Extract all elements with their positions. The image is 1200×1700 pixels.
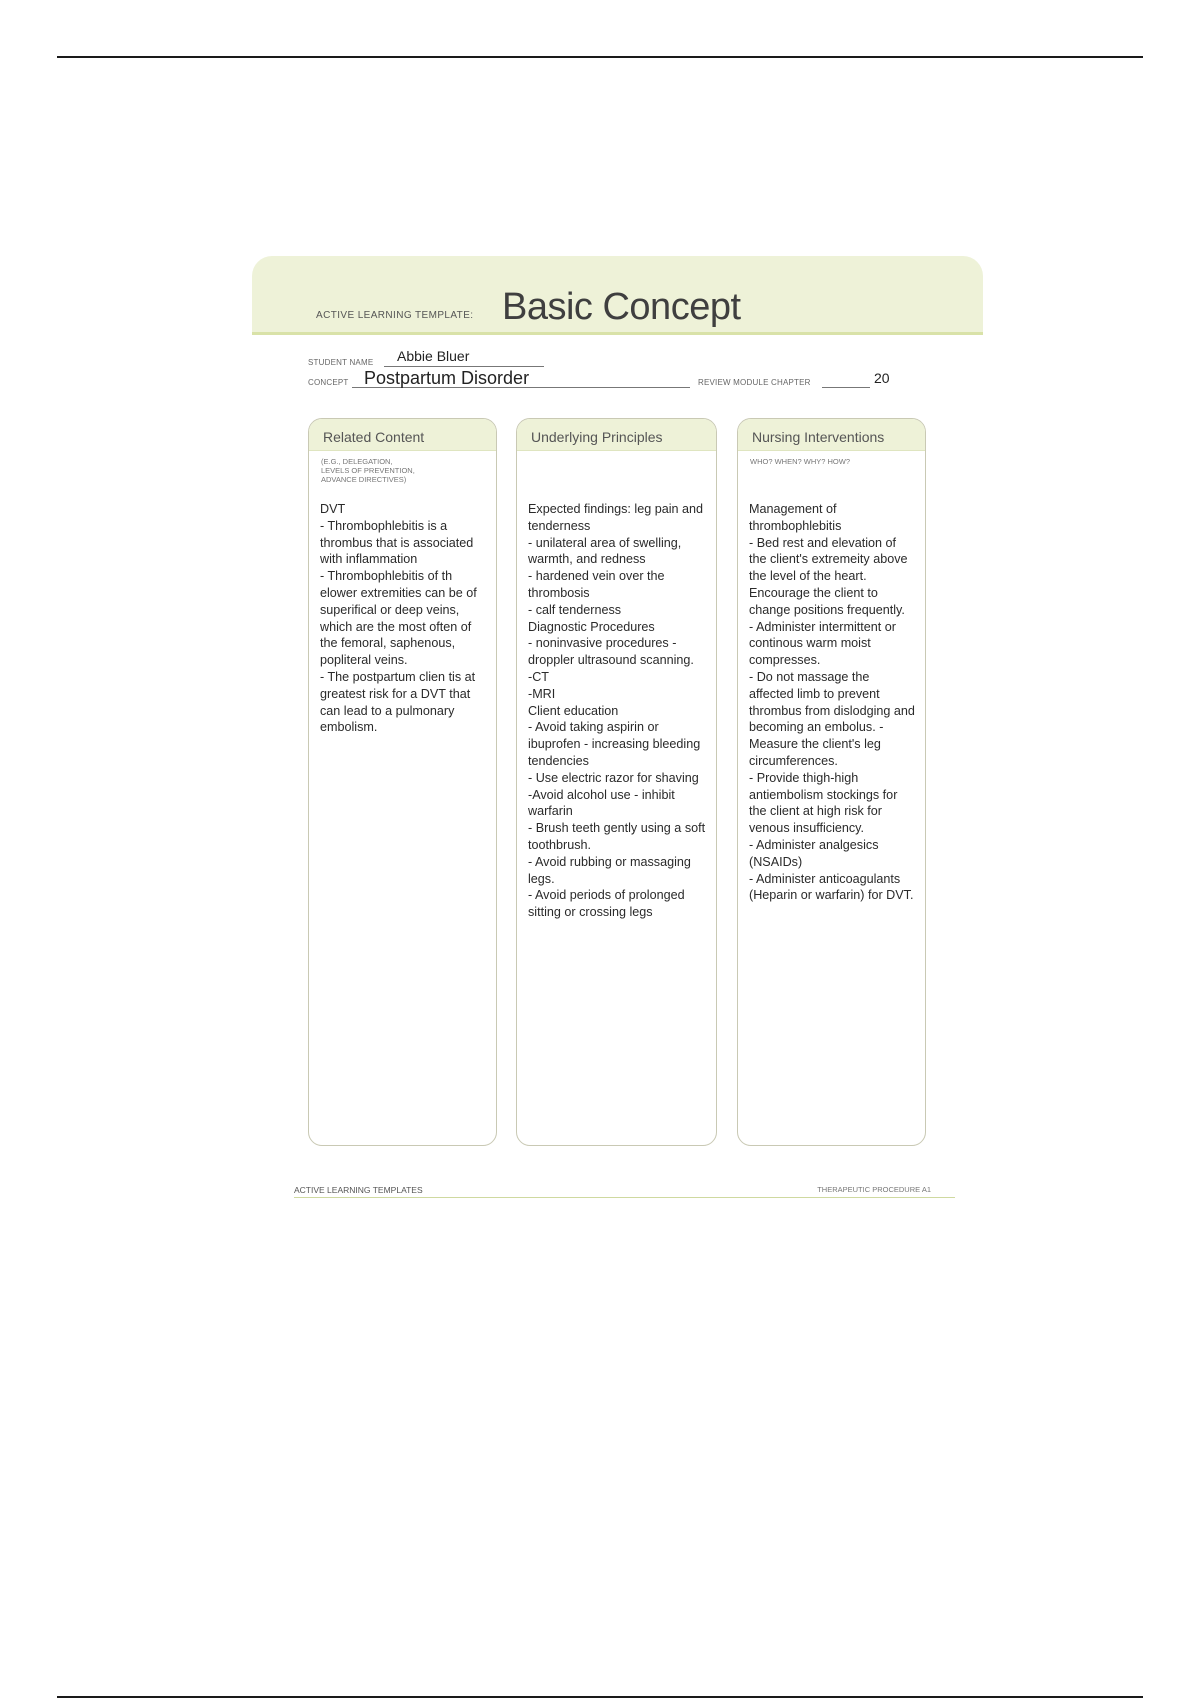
student-name-label: STUDENT NAME [308, 358, 374, 367]
underlying-principles-box [516, 418, 717, 1146]
nursing-interventions-heading: Nursing Interventions [738, 419, 925, 451]
underlying-principles-heading: Underlying Principles [517, 419, 716, 451]
footer-divider [294, 1197, 955, 1198]
concept-value[interactable]: Postpartum Disorder [364, 368, 530, 388]
footer-right-label: THERAPEUTIC PROCEDURE A1 [817, 1185, 931, 1194]
template-title: Basic Concept [502, 286, 741, 328]
student-name-underline [384, 366, 544, 367]
review-module-label: REVIEW MODULE CHAPTER [698, 378, 811, 387]
footer-left-label: ACTIVE LEARNING TEMPLATES [294, 1185, 423, 1195]
related-content-text[interactable]: DVT - Thrombophlebitis is a thrombus that is associated with inflammation - Thrombophlebitis of th elower extremities can be of superifical or deep veins, which are the most often of the femoral, saphenous, popliteral veins. - The postpartum clien tis at greatest risk for a DVT that can lead to a pulmonary embolism. [320, 502, 477, 735]
related-content-subtitle: (E.G., DELEGATION, LEVELS OF PREVENTION, ADVANCE DIRECTIVES) [321, 457, 415, 484]
related-content-heading: Related Content [309, 419, 496, 451]
concept-label: CONCEPT [308, 378, 349, 387]
nursing-interventions-box [737, 418, 926, 1146]
nursing-interventions-text[interactable]: Management of thrombophlebitis - Bed rest and elevation of the client's extremeity above the level of the heart. Encourage the client to change positions frequently. - Administer intermittent or continous warm moist compresses. - Do not massage the affected limb to prevent thrombus from dislodging and becoming an embolus. - Measure the client's leg circumferences. - Provide thigh-high antiembolism stockings for the client at high risk for venous insufficiency. - Administer analgesics (NSAIDs) - Administer anticoagulants (Heparin or warfarin) for DVT. [749, 502, 915, 903]
bottom-divider [57, 1696, 1143, 1698]
template-label: ACTIVE LEARNING TEMPLATE: [316, 310, 474, 321]
underlying-principles-subtitle [517, 451, 716, 457]
template-header [252, 256, 983, 335]
review-module-value[interactable]: 20 [874, 370, 890, 386]
student-name-value[interactable]: Abbie Bluer [397, 348, 470, 364]
template-sheet [252, 256, 983, 1201]
underlying-principles-text[interactable]: Expected findings: leg pain and tenderness - unilateral area of swelling, warmth, and redness - hardened vein over the thrombosis - calf tenderness Diagnostic Procedures - noninvasive procedures - droppler ultrasound scanning. -CT -MRI Client education - Avoid taking aspirin or ibuprofen - increasing bleeding tendencies - Use electric razor for shaving -Avoid alcohol use - inhibit warfarin - Brush teeth gently using a soft toothbrush. - Avoid rubbing or massaging legs. - Avoid periods of prolonged sitting or crossing legs [528, 502, 706, 920]
top-divider [57, 56, 1143, 58]
review-module-underline [822, 387, 870, 388]
nursing-interventions-subtitle: WHO? WHEN? WHY? HOW? [750, 457, 851, 466]
related-content-box [308, 418, 497, 1146]
